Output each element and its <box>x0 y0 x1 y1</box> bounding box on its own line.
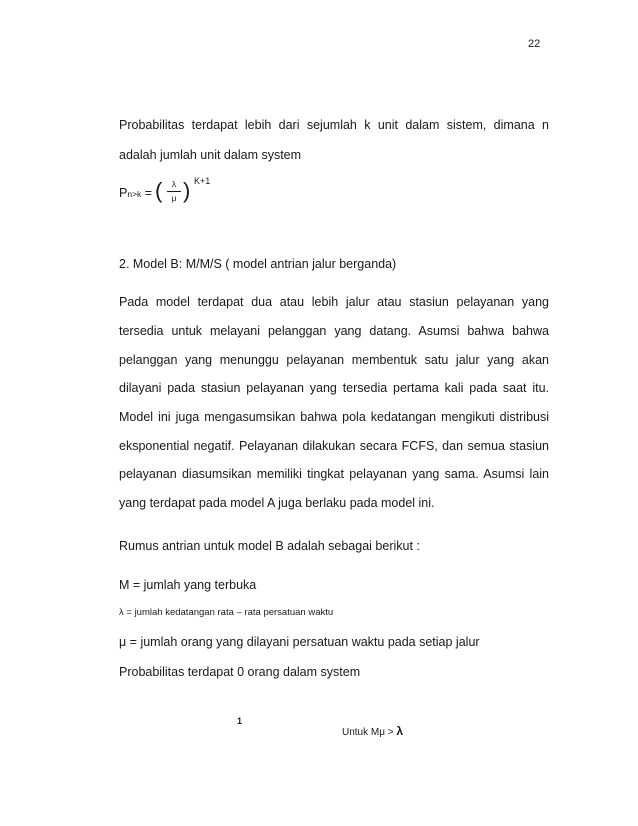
paragraph-line: Pada model terdapat dua atau lebih jalur atau stasiun pelayanan yang <box>119 295 549 309</box>
footer-one: 1 <box>237 716 243 726</box>
formula-subscript: n>k <box>127 189 142 199</box>
formula-left-paren: ( <box>155 178 163 203</box>
paragraph-line: pelayanan diasumsikan memiliki tingkat pelayanan yang sama. Asumsi lain <box>119 467 549 481</box>
model-b-heading: 2. Model B: M/M/S ( model antrian jalur berganda) <box>119 257 397 271</box>
definition-lambda: λ = jumlah kedatangan rata – rata persatuan waktu <box>119 607 334 618</box>
paragraph-line: tersedia untuk melayani pelanggan yang datang. Asumsi bahwa bahwa <box>119 324 549 338</box>
formula-denominator: μ <box>171 193 177 203</box>
footer-condition <box>342 724 403 738</box>
formula-p: Pn>k = <box>119 186 153 200</box>
condition-symbol: λ <box>396 724 404 738</box>
intro-line-1: Probabilitas terdapat lebih dari sejumlah k unit dalam sistem, dimana n <box>119 118 549 132</box>
paragraph-line: eksponential negatif. Pelayanan dilakukan secara FCFS, dan semua stasiun <box>119 439 549 453</box>
condition-prefix: Untuk Mμ > <box>342 727 397 738</box>
probability-zero-text: Probabilitas terdapat 0 orang dalam system <box>119 665 361 679</box>
paragraph-line: pelanggan yang menunggu pelayanan membentuk satu jalur yang akan <box>119 353 549 367</box>
formula-exponent: K+1 <box>194 176 211 186</box>
page-number: 22 <box>528 38 541 50</box>
rumus-intro: Rumus antrian untuk model B adalah sebagai berikut : <box>119 539 420 553</box>
definition-mu: μ = jumlah orang yang dilayani persatuan waktu pada setiap jalur <box>119 635 480 649</box>
probability-formula <box>119 176 259 216</box>
formula-right-paren: ) <box>183 178 191 203</box>
paragraph-line: dilayani pada stasiun pelayanan yang tersedia pertama kali pada saat itu. <box>119 381 549 395</box>
intro-line-2: adalah jumlah unit dalam system <box>119 148 302 162</box>
paragraph-line: Model ini juga mengasumsikan bahwa pola kedatangan mengikuti distribusi <box>119 410 549 424</box>
formula-fraction <box>167 178 181 205</box>
formula-numerator: λ <box>167 178 181 192</box>
paragraph-line: yang terdapat pada model A juga berlaku pada model ini. <box>119 496 435 510</box>
definition-m: M = jumlah yang terbuka <box>119 578 257 592</box>
